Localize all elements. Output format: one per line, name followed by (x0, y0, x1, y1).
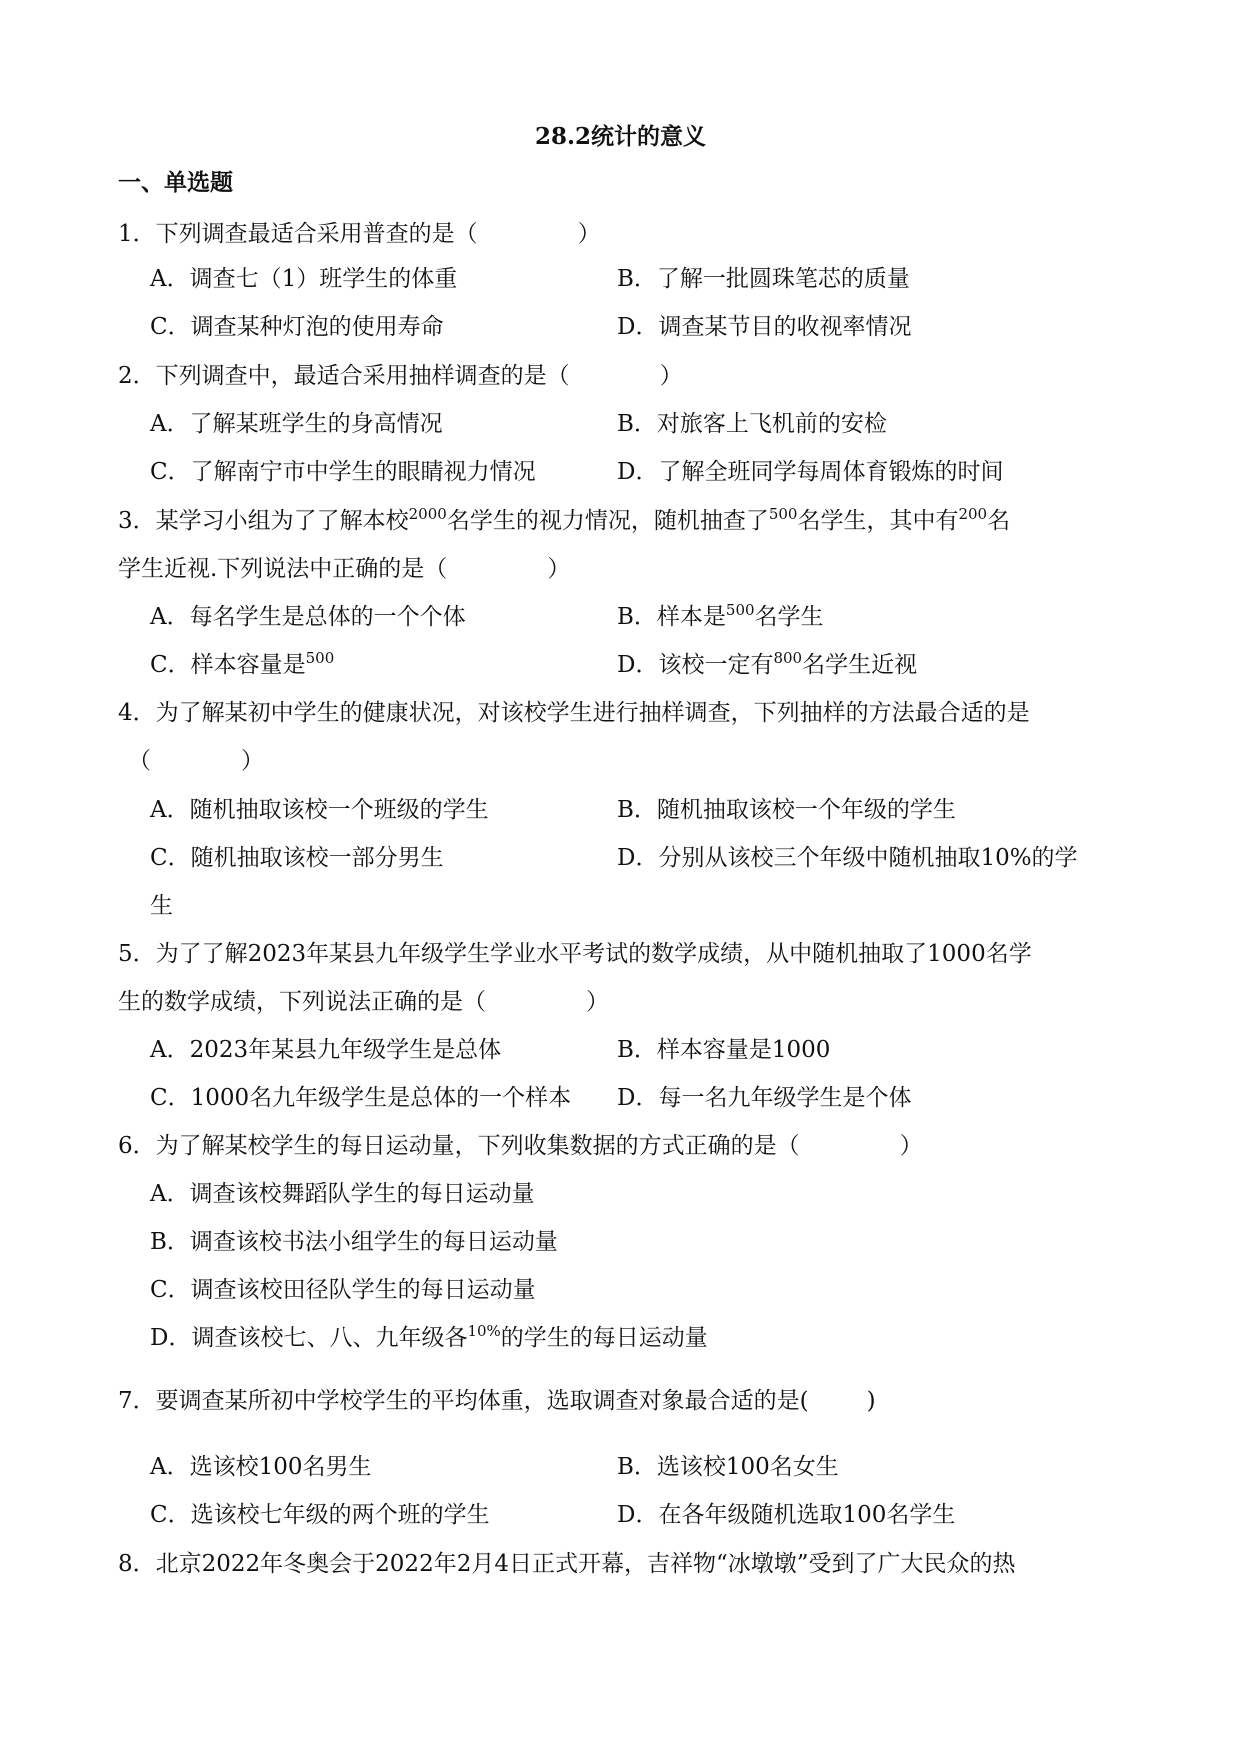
question-2-option-d: D．了解全班同学每周体育锻炼的时间 (617, 459, 1004, 485)
question-7-option-d: D．在各年级随机选取100名学生 (617, 1502, 956, 1528)
question-5-option-d: D．每一名九年级学生是个体 (617, 1085, 912, 1111)
question-4-option-d-continued: 生 (150, 893, 173, 919)
question-4-bracket: （ ） (128, 748, 264, 774)
question-2-stem: 2．下列调查中，最适合采用抽样调查的是（ ） (118, 363, 683, 389)
question-7-option-b: B．选该校100名女生 (617, 1454, 839, 1480)
question-1-option-c: C．调查某种灯泡的使用寿命 (150, 314, 444, 340)
question-3-stem-continued: 学生近视.下列说法中正确的是（ ） (118, 556, 571, 582)
question-1-option-b: B．了解一批圆珠笔芯的质量 (617, 266, 910, 292)
question-4-option-d: D．分别从该校三个年级中随机抽取10%的学 (617, 845, 1078, 871)
question-3-option-a: A．每名学生是总体的一个个体 (150, 604, 466, 630)
number-200: 200 (958, 505, 988, 523)
number-2000: 2000 (408, 505, 447, 523)
question-8-stem: 8．北京2022年冬奥会于2022年2月4日正式开幕，吉祥物“冰墩墩”受到了广大民众的热 (118, 1551, 1016, 1577)
question-2-option-c: C．了解南宁市中学生的眼睛视力情况 (150, 459, 536, 485)
number-500: 500 (768, 505, 798, 523)
page-title: 28.2统计的意义 (534, 123, 707, 150)
question-2-option-b: B．对旅客上飞机前的安检 (617, 411, 887, 437)
question-4-option-a: A．随机抽取该校一个班级的学生 (150, 797, 489, 823)
question-5-option-b: B．样本容量是1000 (617, 1037, 831, 1063)
question-5-stem: 5．为了了解2023年某县九年级学生学业水平考试的数学成绩，从中随机抽取了1000名学 (118, 941, 1032, 967)
question-6-stem: 6．为了解某校学生的每日运动量，下列收集数据的方式正确的是（ ） (118, 1133, 923, 1159)
question-2-option-a: A．了解某班学生的身高情况 (150, 411, 443, 437)
question-6-option-c: C．调查该校田径队学生的每日运动量 (150, 1277, 536, 1303)
question-3-option-d: D．该校一定有$^{800}$名学生近视 (617, 649, 918, 678)
question-7-option-a: A．选该校100名男生 (150, 1454, 372, 1480)
question-3-option-b: B．样本是$^{500}$名学生 (617, 601, 824, 630)
question-6-option-a: A．调查该校舞蹈队学生的每日运动量 (150, 1181, 535, 1207)
question-5-option-c: C．1000名九年级学生是总体的一个样本 (150, 1085, 572, 1111)
question-1-stem: 1．下列调查最适合采用普查的是（ ） (118, 221, 601, 247)
question-7-stem: 7．要调查某所初中学校学生的平均体重，选取调查对象最合适的是( ) (118, 1388, 876, 1414)
question-4-stem: 4．为了解某初中学生的健康状况，对该校学生进行抽样调查，下列抽样的方法最合适的是 (118, 700, 1030, 726)
question-3-option-c: C．样本容量是$^{500}$ (150, 649, 335, 678)
question-1-option-d: D．调查某节目的收视率情况 (617, 314, 912, 340)
question-1-option-a: A．调查七（1）班学生的体重 (150, 266, 458, 292)
section-heading: 一、单选题 (118, 169, 233, 196)
question-5-option-a: A．2023年某县九年级学生是总体 (150, 1037, 502, 1063)
question-4-option-b: B．随机抽取该校一个年级的学生 (617, 797, 956, 823)
question-3-stem: 3．某学习小组为了了解本校$^{2000}$名学生的视力情况，随机抽查了$^{500}$名学生，其中有$^{200}$名 (118, 505, 1011, 534)
question-4-option-c: C．随机抽取该校一部分男生 (150, 845, 444, 871)
question-6-option-d: D．调查该校七、八、九年级各$^{10\%}$的学生的每日运动量 (150, 1322, 708, 1351)
question-6-option-b: B．调查该校书法小组学生的每日运动量 (150, 1229, 558, 1255)
question-7-option-c: C．选该校七年级的两个班的学生 (150, 1502, 490, 1528)
question-5-stem-continued: 生的数学成绩，下列说法正确的是（ ） (118, 989, 609, 1015)
